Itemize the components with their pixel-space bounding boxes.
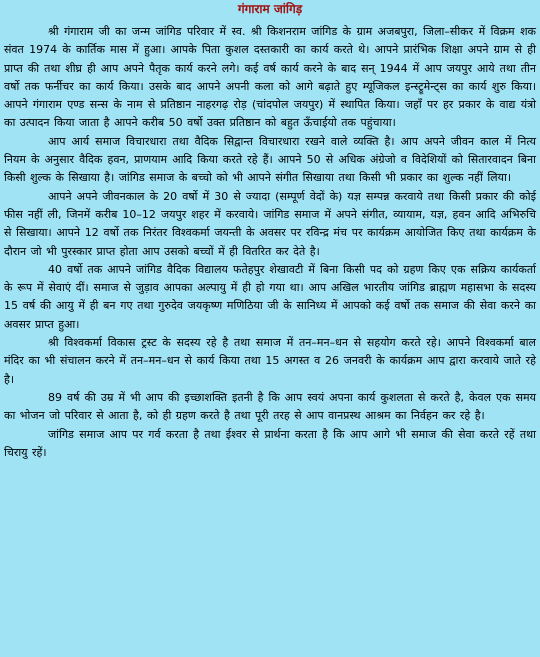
article-paragraph-arya-samaj: आप आर्य समाज विचारधारा तथा वैदिक सिद्वान्त विचारधारा रखने वाले व्यक्ति है। आप अपने जीवन काल में नित्य नियम के अनुसार वैदिक हवन, प्राणयाम आदि किया करते रहे हैं। आपने 50 से अधिक अंग्रेजो व विदेशियों को सितारवादन बिना किसी शुल्क के सिखाया है। जांगिड समाज के बच्चो को भी आपने संगीत सिखाया तथा किसी भी प्रकार का शुल्क नहीं लिया। — [4, 134, 536, 185]
article-paragraph-trust: श्री विश्वकर्मा विकास ट्रस्ट के सदस्य रहे है तथा समाज में तन–मन–धन से सहयोग करते रहे। आपने विश्वकर्मा बाल मंदिर का भी संचालन करने में तन–मन–धन से कार्य किया तथा 15 अगस्त व 26 जनवरी के कार्यक्रम आप द्वारा करवाये जाते रहे है। — [4, 336, 536, 386]
article-paragraph-yajna: आपने अपने जीवनकाल के 20 वर्षो में 30 से ज्यादा (सम्पूर्ण वेदों के) यज्ञ सम्पन्न करवाये तथा किसी प्रकार की कोई फीस नहीं ली, जिनमें करीब 10–12 जयपुर शहर में करवाये। जांगिड समाज में अपने संगीत, व्यायाम, यज्ञ, हवन आदि अभिरुचि से सिखाया। आपने 12 वर्षो तक निरंतर विश्वकर्मा जयन्ती के अवसर पर रविन्द्र मंच पर कार्यक्रम आयोजित किए तथा कार्यक्रम के दौरान जो भी पुरस्कार प्राप्त होता आप उसको बच्चों में ही वितरित कर देते है। — [4, 189, 536, 258]
article-paragraph-vidyalaya: 40 वर्षो तक आपने जांगिड वैदिक विद्यालय फतेहपुर शेखावटी में बिना किसी पद को ग्रहण किए एक सक्रिय कार्यकर्ता के रूप में सेवाएं दीं। समाज से जुड़ाव आपका अल्पायु में ही हो गया था। आप अखिल भारतीय जांगिड ब्राह्मण महासभा के सदस्य 15 वर्ष की आयु में ही बन गए तथा गुरुदेव जयकृष्ण मणिठिया जी के सानिध्य में आपको कई वर्षो तक समाज की सेवा करने का अवसर प्राप्त हुआ। — [4, 262, 536, 331]
article-paragraph-closing: जांगिड समाज आप पर गर्व करता है तथा ईश्वर से प्रार्थना करता है कि आप आगे भी समाज की सेवा करते रहें तथा चिरायु रहें। — [4, 427, 536, 459]
article-paragraph-birth: श्री गंगाराम जी का जन्म जांगिड परिवार में स्व. श्री किशनराम जांगिड के ग्राम अजबपुरा, जिला–सीकर में विक्रम शक संवत 1974 के कार्तिक मास में हुआ। आपके पिता कुशल दस्तकारी का कार्य करते थे। आपने प्रारंभिक शिक्षा अपने ग्राम से ही प्राप्त की तथा शीघ्र ही आप अपने पैतृक कार्य करने लगे। कई वर्ष कार्य करने के बाद सन् 1944 में आप जयपुर आये तथा तीन वर्षो तक फर्नीचर का कार्य किया। उसके बाद आपने अपनी कला को आगे बढ़ाते हुए म्यूजिकल इन्स्ट्रूमेन्ट्स का कार्य शुरु किया। आपने गंगाराम एण्ड सन्स के नाम से प्रतिष्ठान नाहरगढ़ रोड़ (चांदपोल जयपुर) में स्थापित किया। जहाँ पर हर प्रकार के वाद्य यंत्रो का उत्पादन किया जाता है आपने करीब 50 वर्षो उक्त प्रतिष्ठान को बहुत ऊँचाईयो तक पहुंचाया। — [4, 25, 536, 130]
article-title: गंगाराम जांगिड़ — [237, 2, 303, 16]
article-paragraph-age: 89 वर्ष की उम्र में भी आप की इच्छाशक्ति इतनी है कि आप स्वयं अपना कार्य कुशलता से करते है, केवल एक समय का भोजन जो परिवार से आता है, को ही ग्रहण करते है तथा पूरी तरह से आप वानप्रस्थ आश्रम का निर्वहन कर रहे है। — [4, 390, 536, 423]
